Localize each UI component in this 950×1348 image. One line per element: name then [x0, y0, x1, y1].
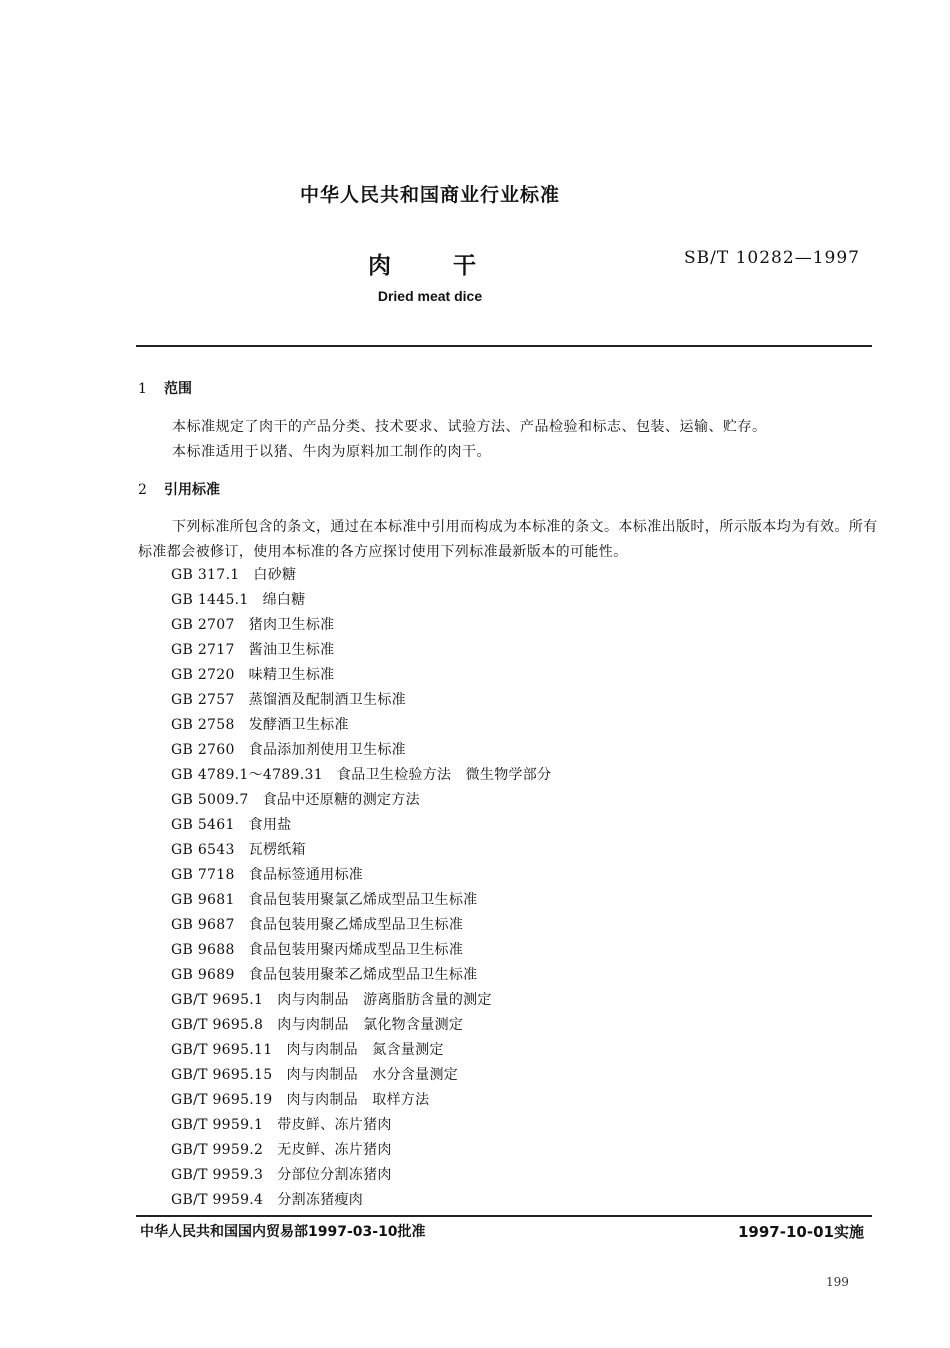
top-divider: [136, 345, 872, 347]
reference-code: GB 6543: [171, 842, 235, 858]
reference-code: GB/T 9695.1: [171, 992, 264, 1008]
approval-line: 中华人民共和国国内贸易部1997-03-10批准: [140, 1224, 426, 1240]
reference-code: GB 5009.7: [171, 792, 249, 808]
implementation-date: 1997-10-01实施: [738, 1223, 864, 1241]
reference-item: [171, 913, 551, 938]
reference-name: 分割冻猪瘦肉: [277, 1192, 364, 1208]
reference-code: GB/T 9959.2: [171, 1142, 264, 1158]
reference-item: [171, 1188, 551, 1213]
reference-item: [171, 813, 551, 838]
reference-name: 食品卫生检验方法 微生物学部分: [336, 767, 552, 783]
reference-code: GB 2758: [171, 717, 235, 733]
reference-code: GB 9689: [171, 967, 235, 983]
reference-code: GB/T 9959.3: [171, 1167, 264, 1183]
reference-list: [171, 563, 551, 1213]
english-title: Dried meat dice: [377, 288, 483, 304]
title-char-1: 肉: [368, 253, 391, 279]
reference-code: GB 4789.1～4789.31: [171, 767, 323, 783]
page-number: 199: [826, 1275, 849, 1289]
document-title: [368, 247, 538, 280]
reference-name: 发酵酒卫生标准: [248, 717, 349, 733]
reference-item: [171, 938, 551, 963]
section-1-heading: [138, 378, 192, 398]
reference-item: [171, 588, 551, 613]
reference-item: [171, 988, 551, 1013]
reference-item: [171, 713, 551, 738]
reference-item: [171, 863, 551, 888]
reference-code: GB 9687: [171, 917, 235, 933]
section-1-paragraph-2: 本标准适用于以猪、牛肉为原料加工制作的肉干。: [172, 444, 491, 460]
reference-name: 食品添加剂使用卫生标准: [248, 742, 406, 758]
standard-code: SB/T 10282—1997: [684, 248, 860, 268]
issuing-organization: 中华人民共和国商业行业标准: [299, 184, 560, 206]
reference-code: GB 7718: [171, 867, 235, 883]
reference-name: 白砂糖: [253, 567, 297, 583]
reference-code: GB/T 9959.1: [171, 1117, 264, 1133]
reference-item: [171, 663, 551, 688]
title-char-2: 干: [453, 253, 476, 279]
reference-name: 酱油卫生标准: [248, 642, 335, 658]
reference-item: [171, 1138, 551, 1163]
section-1-title: 范围: [164, 381, 192, 397]
reference-name: 猪肉卫生标准: [248, 617, 335, 633]
reference-item: [171, 1063, 551, 1088]
reference-name: 分部位分割冻猪肉: [277, 1167, 392, 1183]
reference-item: [171, 963, 551, 988]
reference-code: GB 2720: [171, 667, 235, 683]
reference-code: GB/T 9695.15: [171, 1067, 273, 1083]
reference-item: [171, 1088, 551, 1113]
reference-name: 肉与肉制品 水分含量测定: [286, 1067, 459, 1083]
reference-name: 食用盐: [248, 817, 292, 833]
reference-item: [171, 688, 551, 713]
reference-item: [171, 613, 551, 638]
section-2-title: 引用标准: [164, 482, 220, 498]
reference-item: [171, 738, 551, 763]
reference-name: 肉与肉制品 氯化物含量测定: [277, 1017, 464, 1033]
reference-code: GB 1445.1: [171, 592, 249, 608]
reference-name: 带皮鲜、冻片猪肉: [277, 1117, 392, 1133]
reference-item: [171, 563, 551, 588]
reference-name: 蒸馏酒及配制酒卫生标准: [248, 692, 406, 708]
section-1-number: 1: [138, 381, 147, 397]
reference-item: [171, 1038, 551, 1063]
reference-name: 食品包装用聚氯乙烯成型品卫生标准: [248, 892, 478, 908]
reference-name: 肉与肉制品 氮含量测定: [286, 1042, 444, 1058]
section-1-paragraph-1: 本标准规定了肉干的产品分类、技术要求、试验方法、产品检验和标志、包装、运输、贮存。: [172, 419, 767, 435]
reference-code: GB/T 9695.8: [171, 1017, 264, 1033]
section-2-number: 2: [138, 482, 147, 498]
reference-name: 无皮鲜、冻片猪肉: [277, 1142, 392, 1158]
reference-item: [171, 1163, 551, 1188]
reference-code: GB/T 9695.19: [171, 1092, 273, 1108]
reference-code: GB 2707: [171, 617, 235, 633]
section-2-heading: [138, 479, 220, 499]
reference-code: GB 317.1: [171, 567, 240, 583]
reference-item: [171, 788, 551, 813]
reference-name: 绵白糖: [262, 592, 306, 608]
reference-code: GB/T 9959.4: [171, 1192, 264, 1208]
reference-item: [171, 763, 551, 788]
bottom-divider: [136, 1215, 872, 1217]
reference-code: GB/T 9695.11: [171, 1042, 273, 1058]
reference-item: [171, 638, 551, 663]
reference-code: GB 9681: [171, 892, 235, 908]
reference-name: 食品包装用聚乙烯成型品卫生标准: [248, 917, 464, 933]
reference-name: 味精卫生标准: [248, 667, 335, 683]
reference-code: GB 2717: [171, 642, 235, 658]
reference-name: 瓦楞纸箱: [248, 842, 306, 858]
section-2-intro: 下列标准所包含的条文，通过在本标准中引用而构成为本标准的条文。本标准出版时，所示版本均为有效。所有标准都会被修订，使用本标准的各方应探讨使用下列标准最新版本的可能性。: [138, 519, 878, 560]
reference-name: 食品中还原糖的测定方法: [262, 792, 420, 808]
reference-item: [171, 838, 551, 863]
reference-name: 肉与肉制品 取样方法: [286, 1092, 430, 1108]
reference-code: GB 9688: [171, 942, 235, 958]
reference-name: 食品包装用聚苯乙烯成型品卫生标准: [248, 967, 478, 983]
reference-code: GB 5461: [171, 817, 235, 833]
reference-item: [171, 1013, 551, 1038]
reference-name: 食品标签通用标准: [248, 867, 364, 883]
reference-name: 肉与肉制品 游离脂肪含量的测定: [277, 992, 492, 1008]
reference-item: [171, 1113, 551, 1138]
reference-name: 食品包装用聚丙烯成型品卫生标准: [248, 942, 464, 958]
reference-code: GB 2757: [171, 692, 235, 708]
reference-code: GB 2760: [171, 742, 235, 758]
reference-item: [171, 888, 551, 913]
